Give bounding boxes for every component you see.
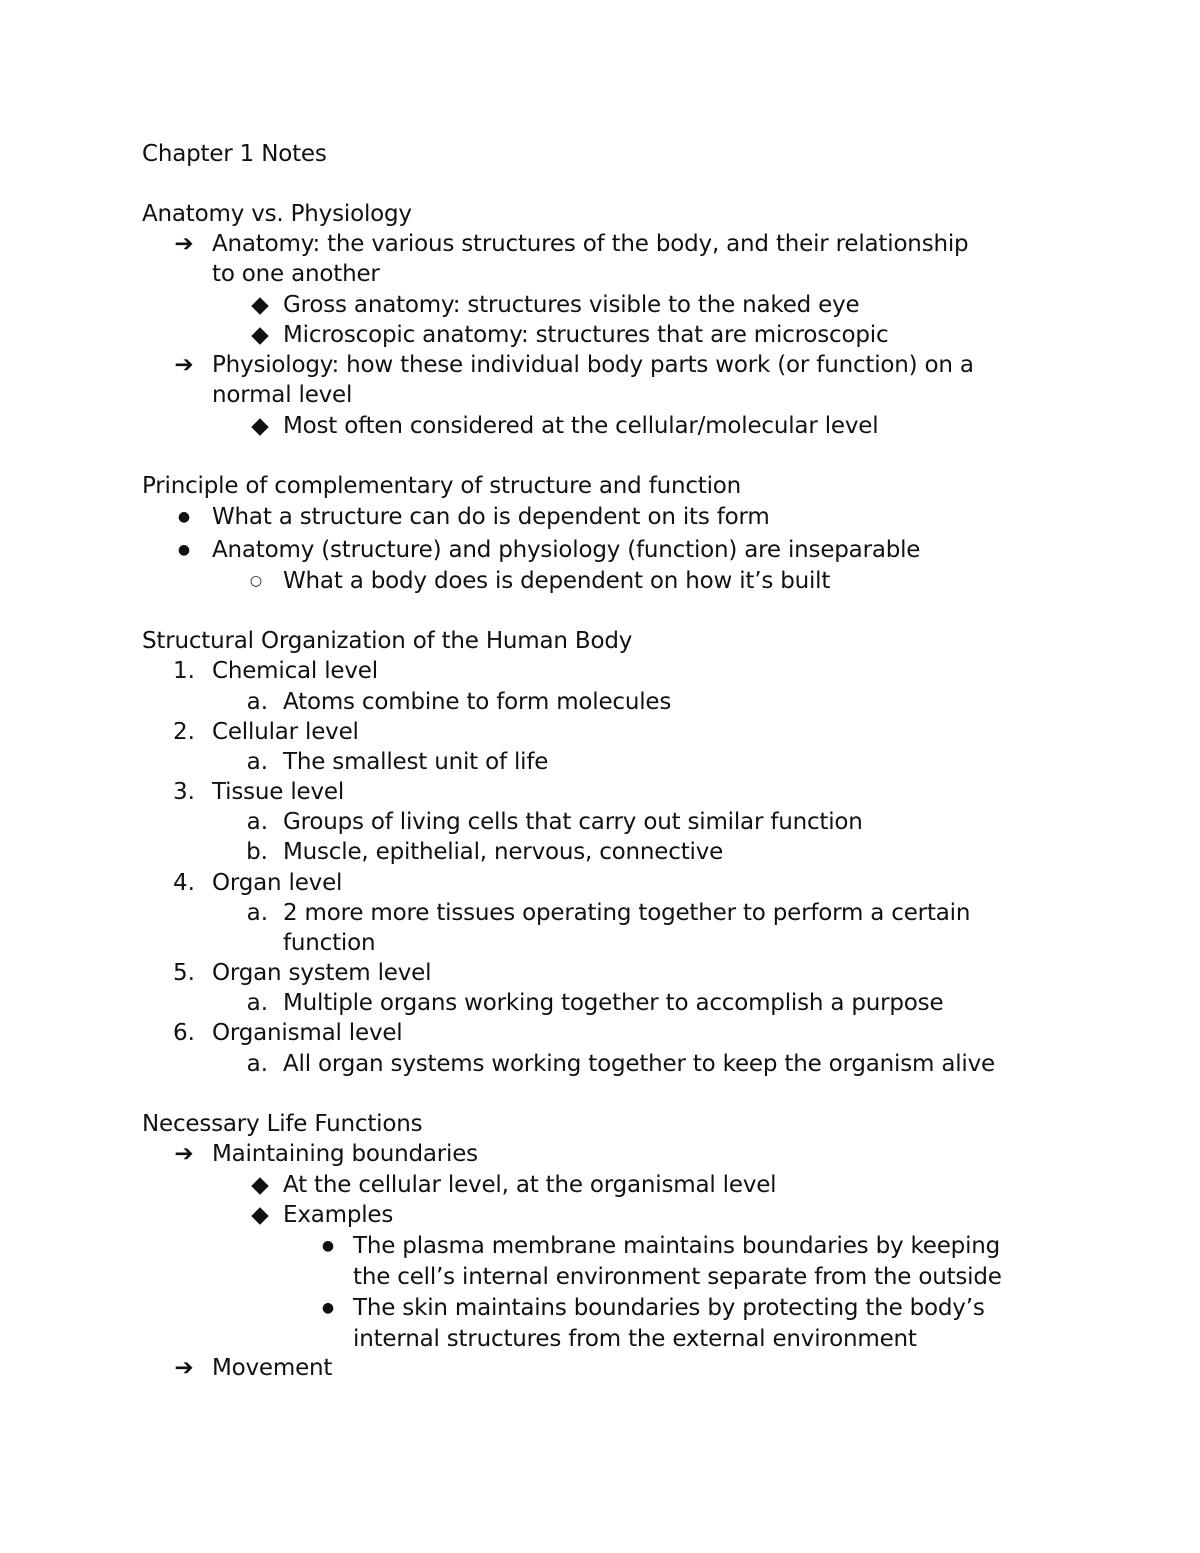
- maintaining-boundaries-item: Maintaining boundaries: [212, 1141, 478, 1167]
- list-number: 3.: [173, 779, 195, 805]
- complementarity-bullet-2: Anatomy (structure) and physiology (function) are inseparable: [212, 537, 921, 563]
- list-letter: a.: [246, 900, 268, 926]
- diamond-icon: ◆: [251, 292, 269, 318]
- movement-item: Movement: [212, 1355, 333, 1381]
- example-plasma-membrane-line1: The plasma membrane maintains boundaries by keeping: [353, 1233, 1001, 1259]
- section-heading-anatomy-physiology: Anatomy vs. Physiology: [142, 201, 412, 227]
- anatomy-item-line1: Anatomy: the various structures of the body, and their relationship: [212, 231, 969, 257]
- list-letter: a.: [246, 749, 268, 775]
- complementarity-subbullet: What a body does is dependent on how it’s built: [283, 568, 831, 594]
- doc-title: Chapter 1 Notes: [142, 141, 327, 167]
- bullet-icon: ●: [177, 542, 191, 558]
- list-letter: a.: [246, 1051, 268, 1077]
- level-item-organ-system: Organ system level: [212, 960, 432, 986]
- list-number: 2.: [173, 719, 195, 745]
- list-letter: a.: [246, 689, 268, 715]
- microscopic-anatomy-item: Microscopic anatomy: structures that are microscopic: [283, 322, 889, 348]
- arrow-icon: ➔: [174, 231, 194, 257]
- bullet-icon: ●: [321, 1300, 335, 1316]
- list-number: 4.: [173, 870, 195, 896]
- level-subitem: Atoms combine to form molecules: [283, 689, 672, 715]
- list-number: 6.: [173, 1020, 195, 1046]
- level-item-chemical: Chemical level: [212, 658, 378, 684]
- diamond-icon: ◆: [251, 1172, 269, 1198]
- bullet-icon: ●: [321, 1238, 335, 1254]
- diamond-icon: ◆: [251, 413, 269, 439]
- level-item-tissue: Tissue level: [212, 779, 345, 805]
- level-subitem: The smallest unit of life: [283, 749, 549, 775]
- list-letter: a.: [246, 990, 268, 1016]
- boundaries-level-subitem: At the cellular level, at the organismal level: [283, 1172, 777, 1198]
- bullet-icon: ●: [177, 509, 191, 525]
- level-item-organismal: Organismal level: [212, 1020, 403, 1046]
- section-heading-complementarity: Principle of complementary of structure and function: [142, 473, 742, 499]
- gross-anatomy-item: Gross anatomy: structures visible to the naked eye: [283, 292, 860, 318]
- circle-bullet-icon: ○: [249, 573, 263, 589]
- list-letter: b.: [246, 839, 268, 865]
- arrow-icon: ➔: [174, 352, 194, 378]
- example-skin-line1: The skin maintains boundaries by protecting the body’s: [353, 1295, 985, 1321]
- level-item-cellular: Cellular level: [212, 719, 359, 745]
- level-subitem: All organ systems working together to keep the organism alive: [283, 1051, 995, 1077]
- list-number: 1.: [173, 658, 195, 684]
- section-heading-life-functions: Necessary Life Functions: [142, 1111, 423, 1137]
- list-number: 5.: [173, 960, 195, 986]
- level-item-organ: Organ level: [212, 870, 343, 896]
- section-heading-structural-organization: Structural Organization of the Human Body: [142, 628, 633, 654]
- list-letter: a.: [246, 809, 268, 835]
- physiology-subitem: Most often considered at the cellular/molecular level: [283, 413, 879, 439]
- example-plasma-membrane-line2: the cell’s internal environment separate from the outside: [353, 1264, 1002, 1290]
- anatomy-item-line2: to one another: [212, 261, 380, 287]
- examples-subitem: Examples: [283, 1202, 394, 1228]
- level-subitem-line1: 2 more more tissues operating together to perform a certain: [283, 900, 971, 926]
- arrow-icon: ➔: [174, 1355, 194, 1381]
- physiology-item-line2: normal level: [212, 382, 353, 408]
- level-subitem: Multiple organs working together to accomplish a purpose: [283, 990, 944, 1016]
- arrow-icon: ➔: [174, 1141, 194, 1167]
- level-subitem-line2: function: [283, 930, 376, 956]
- level-subitem: Groups of living cells that carry out similar function: [283, 809, 863, 835]
- level-subitem: Muscle, epithelial, nervous, connective: [283, 839, 724, 865]
- diamond-icon: ◆: [251, 1202, 269, 1228]
- physiology-item-line1: Physiology: how these individual body parts work (or function) on a: [212, 352, 974, 378]
- complementarity-bullet-1: What a structure can do is dependent on its form: [212, 504, 770, 530]
- example-skin-line2: internal structures from the external environment: [353, 1326, 917, 1352]
- diamond-icon: ◆: [251, 322, 269, 348]
